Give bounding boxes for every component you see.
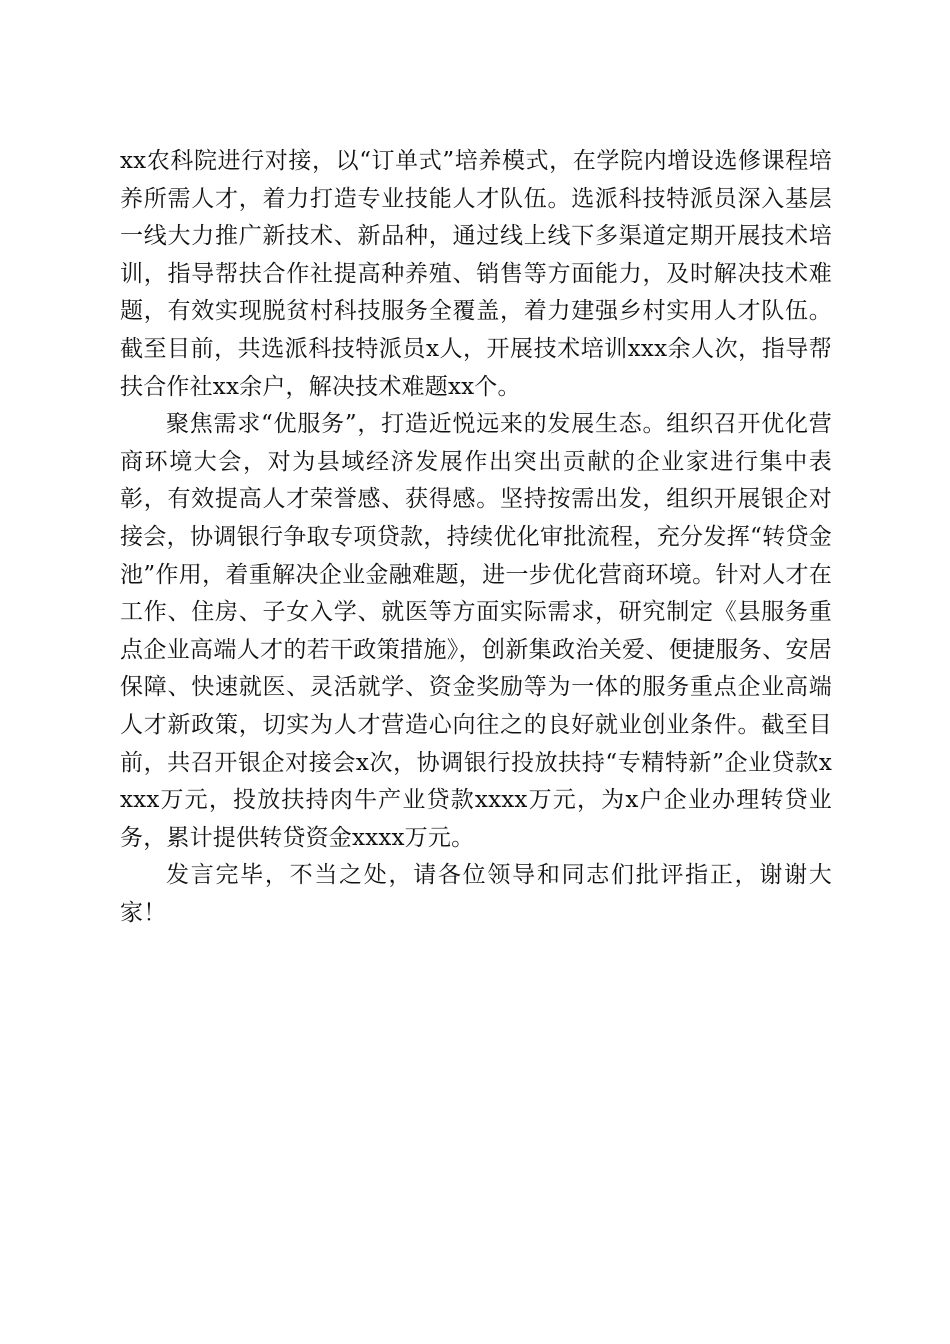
paragraph-closing-remarks: 发言完毕，不当之处，请各位领导和同志们批评指正，谢谢大家！: [120, 862, 832, 926]
document-body: [120, 143, 832, 932]
paragraph-talent-training: xx农科院进行对接，以“订单式”培养模式，在学院内增设选修课程培养所需人才，着力打造专业技能人才队伍。选派科技特派员深入基层一线大力推广新技术、新品种，通过线上线下多渠道定期开展技术培训，指导帮扶合作社提高种养殖、销售等方面能力，及时解决技术难题，有效实现脱贫村科技服务全覆盖，着力建强乡村实用人才队伍。截至目前，共选派科技特派员x人，开展技术培训xxx余人次，指导帮扶合作社xx余户，解决技术难题xx个。: [120, 148, 832, 400]
paragraph-optimize-services: 聚焦需求“优服务”，打造近悦远来的发展生态。组织召开优化营商环境大会，对为县域经济发展作出突出贡献的企业家进行集中表彰，有效提高人才荣誉感、获得感。坚持按需出发，组织开展银企对接会，协调银行争取专项贷款，持续优化审批流程，充分发挥“转贷金池”作用，着重解决企业金融难题，进一步优化营商环境。针对人才在工作、住房、子女入学、就医等方面实际需求，研究制定《县服务重点企业高端人才的若干政策措施》，创新集政治关爱、便捷服务、安居保障、快速就医、灵活就学、资金奖励等为一体的服务重点企业高端人才新政策，切实为人才营造心向往之的良好就业创业条件。截至目前，共召开银企对接会x次，协调银行投放扶持“专精特新”企业贷款xxxx万元，投放扶持肉牛产业贷款xxxx万元，为x户企业办理转贷业务，累计提供转贷资金xxxx万元。: [120, 411, 832, 851]
